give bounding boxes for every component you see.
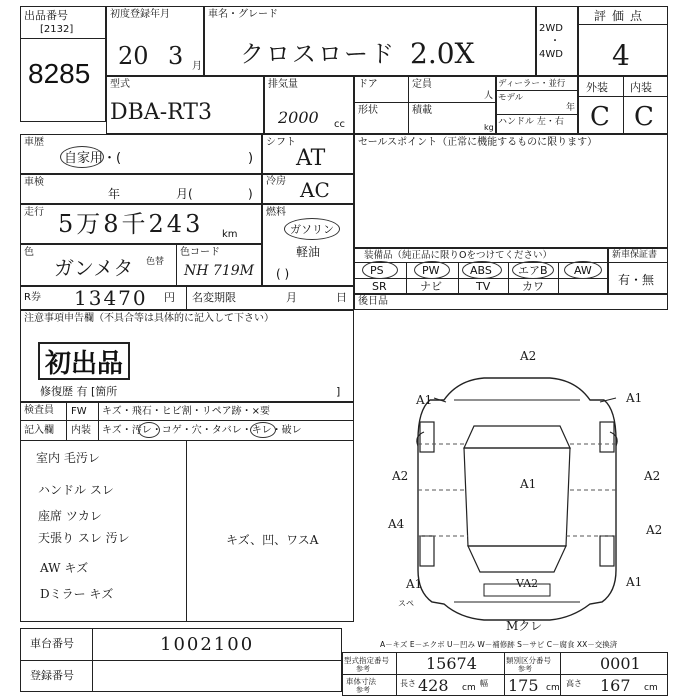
mark-right-front: A1 <box>626 391 643 405</box>
roof <box>464 448 570 546</box>
inspection-year: 年 <box>108 187 121 201</box>
disp-value: 2000 <box>278 108 319 127</box>
interior-circle-2 <box>250 422 276 438</box>
repair-label: 修復歴 有 [箇所 <box>40 385 118 398</box>
score-label: 評価点 <box>594 9 649 23</box>
fuel-gasoline: ガソリン <box>290 223 334 236</box>
history-box <box>20 134 262 174</box>
type-cert-ref: 参考 <box>356 665 370 673</box>
model-value: DBA-RT3 <box>110 100 212 125</box>
recycle-value: 13470 <box>74 286 148 310</box>
wid-value: 175 <box>508 676 539 695</box>
car-name: クロスロード <box>240 40 396 68</box>
class-ref: 参考 <box>518 665 532 673</box>
inspection-label: 車検 <box>24 177 44 188</box>
history-circle <box>60 146 104 168</box>
note-line-1: 室内 毛汚レ <box>36 451 100 465</box>
equip-tv: TV <box>476 280 491 293</box>
hgt-label: 高さ <box>566 679 582 688</box>
repair-close: ] <box>336 385 341 398</box>
drive-4wd: 4WD <box>539 49 563 60</box>
mark-center: A1 <box>520 477 537 491</box>
inspector-label2: 記入欄 <box>24 425 54 436</box>
notes-label: 注意事項申告欄（不具合等は具体的に記入して下さい） <box>24 313 274 324</box>
shift-value: AT <box>296 146 326 171</box>
equip-sr: SR <box>372 280 387 293</box>
mark-right-bottom: A1 <box>626 575 643 589</box>
reg-label: 初度登録年月 <box>110 9 170 20</box>
inspector-label1: 検査員 <box>24 405 54 416</box>
ext-label: 外装 <box>586 81 608 94</box>
model-label: 型式 <box>110 79 130 90</box>
wid-unit: cm <box>546 683 560 693</box>
door-label: ドア <box>358 79 378 90</box>
equip-pw-circle <box>414 261 450 279</box>
note-line-4: 天張り スレ 汚レ <box>38 531 130 545</box>
equip-abs-circle <box>462 261 502 279</box>
mileage-value: 5万8千243 <box>58 210 204 238</box>
name-change-month: 月 <box>286 291 297 304</box>
mark-bottom: Mクレ <box>506 619 543 633</box>
name-change-label: 名変期限 <box>192 291 236 304</box>
equipment-label: 装備品（純正品に限りOをつけてください） <box>364 250 552 261</box>
interior-items: キズ・汚レ・コゲ・穴・タバレ・キレ・破レ <box>102 425 302 436</box>
hgt-value: 167 <box>600 676 631 695</box>
note-line-2: ハンドル スレ <box>38 483 114 497</box>
diagram-legend: A－キズ E－エクボ U－凹み W－補修跡 S－サビ C－腐食 XX－交換済 <box>380 640 618 649</box>
car-diagram <box>354 340 668 640</box>
hgt-unit: cm <box>644 683 658 693</box>
recycle-box <box>20 286 354 310</box>
class-value: 0001 <box>600 654 641 673</box>
mark-right-rear: A2 <box>646 523 663 537</box>
chassis-label: 車台番号 <box>30 637 74 650</box>
dim-sub: 車体寸法 <box>346 677 376 686</box>
mark-mirror: スペ <box>398 599 414 608</box>
model-year-label: モデル <box>498 93 524 103</box>
equip-airbag-circle <box>512 261 554 279</box>
sales-label: セールスポイント（正常に機能するものに限ります） <box>358 137 598 148</box>
history-close: ) <box>248 151 254 166</box>
mark-rear-center: VA2 <box>516 577 539 590</box>
mark-left-mid: A2 <box>392 469 409 483</box>
int-label: 内装 <box>630 81 652 94</box>
mark-left-front: A1 <box>416 393 433 407</box>
shift-label: シフト <box>266 137 296 148</box>
attach-box <box>354 294 668 310</box>
note-line-5: AW キズ <box>40 561 89 575</box>
color-value: ガンメタ <box>54 256 134 280</box>
interior-circle-1 <box>138 422 160 438</box>
sales-box <box>354 134 668 248</box>
drive-dot: ・ <box>550 36 560 47</box>
mark-left-bottom: A1 <box>406 577 423 591</box>
mark-right-mid: A2 <box>644 469 661 483</box>
disp-unit: cc <box>334 119 345 130</box>
right-note: キズ、凹、ワスA <box>226 533 319 547</box>
chassis-value: 1002100 <box>160 634 255 655</box>
ext-value: C <box>590 102 610 132</box>
equip-aw-circle <box>564 261 602 279</box>
equip-leather: カワ <box>522 280 544 293</box>
type-cert-label: 型式指定番号 <box>344 656 389 665</box>
rear-glass <box>468 546 566 572</box>
history-value: 自家用・( <box>64 151 122 166</box>
first-listing-stamp <box>38 342 130 380</box>
fuel-diesel: 軽油 <box>296 245 321 259</box>
reg-no-label: 登録番号 <box>30 669 74 682</box>
dim-ref: 参考 <box>356 686 370 694</box>
type-cert-value: 15674 <box>426 654 477 673</box>
mileage-label: 走行 <box>24 207 44 218</box>
shape-label: 形状 <box>358 105 378 116</box>
disp-label: 排気量 <box>268 79 298 90</box>
lot-number: 8285 <box>28 58 91 89</box>
recycle-unit: 円 <box>164 291 175 304</box>
fw-items: キズ・飛石・ヒビ割・リペア跡・×要 <box>102 406 270 417</box>
warranty-value: 有・無 <box>618 273 655 287</box>
equip-navi: ナビ <box>420 280 442 293</box>
inspection-month: 月( <box>176 187 193 201</box>
aircon-label: 冷房 <box>266 176 286 187</box>
warranty-label: 新車保証書 <box>612 250 658 260</box>
len-unit: cm <box>462 683 476 693</box>
load-label: 積載 <box>412 105 432 116</box>
equip-airbag: エアB <box>518 264 548 277</box>
capacity-unit: 人 <box>484 91 494 101</box>
color-code-value: NH 719M <box>184 263 254 279</box>
stamp-text: 初出品 <box>44 348 123 379</box>
equip-pw: PW <box>422 264 440 277</box>
len-label: 長さ <box>400 679 416 688</box>
name-change-day: 日 <box>336 291 347 304</box>
handle-label: ハンドル 左・右 <box>498 117 564 127</box>
inspection-box <box>20 174 262 204</box>
len-value: 428 <box>418 676 449 695</box>
note-line-3: 座席 ツカレ <box>38 509 102 523</box>
class-label: 類別区分番号 <box>506 656 551 665</box>
drive-2wd: 2WD <box>539 23 563 34</box>
int-value: C <box>634 102 654 132</box>
equip-ps: PS <box>370 264 384 277</box>
car-grade: 2.0X <box>410 37 475 70</box>
history-label: 車歴 <box>24 137 44 148</box>
capacity-label: 定員 <box>412 79 432 90</box>
equip-abs: ABS <box>470 264 492 277</box>
name-label: 車名・グレード <box>208 9 278 20</box>
fuel-circle <box>284 218 340 240</box>
reg-year: 20 <box>118 42 149 70</box>
fw-label: FW <box>71 406 87 417</box>
recycle-label: R券 <box>24 292 41 303</box>
dealer-label: ディーラー・並行 <box>498 79 566 89</box>
model-year-suffix: 年 <box>566 103 576 113</box>
color-orig-label: 色替 <box>146 257 165 267</box>
fuel-paren: ( ) <box>276 267 290 281</box>
mark-top: A2 <box>520 349 537 363</box>
equip-aw: AW <box>574 264 592 277</box>
lot-label: 出品番号 <box>24 9 68 22</box>
note-line-6: Dミラー キズ <box>40 587 114 601</box>
windshield <box>464 426 570 448</box>
color-label: 色 <box>24 247 34 258</box>
mark-left-rear: A4 <box>388 517 405 531</box>
wid-label: 幅 <box>480 679 488 688</box>
aircon-value: AC <box>300 178 330 202</box>
fuel-label: 燃料 <box>266 207 286 218</box>
reg-month-unit: 月 <box>192 61 202 72</box>
interior-label: 内装 <box>71 425 91 436</box>
equip-ps-circle <box>362 261 398 279</box>
lot-sub: [2132] <box>40 24 74 35</box>
color-code-label: 色コード <box>180 247 220 258</box>
mileage-unit: km <box>222 229 238 240</box>
reg-month: 3 <box>168 42 184 70</box>
inspection-close: ) <box>248 187 253 201</box>
score-value: 4 <box>612 39 630 72</box>
attach-label: 後日品 <box>358 296 388 307</box>
load-unit: kg <box>484 123 494 132</box>
